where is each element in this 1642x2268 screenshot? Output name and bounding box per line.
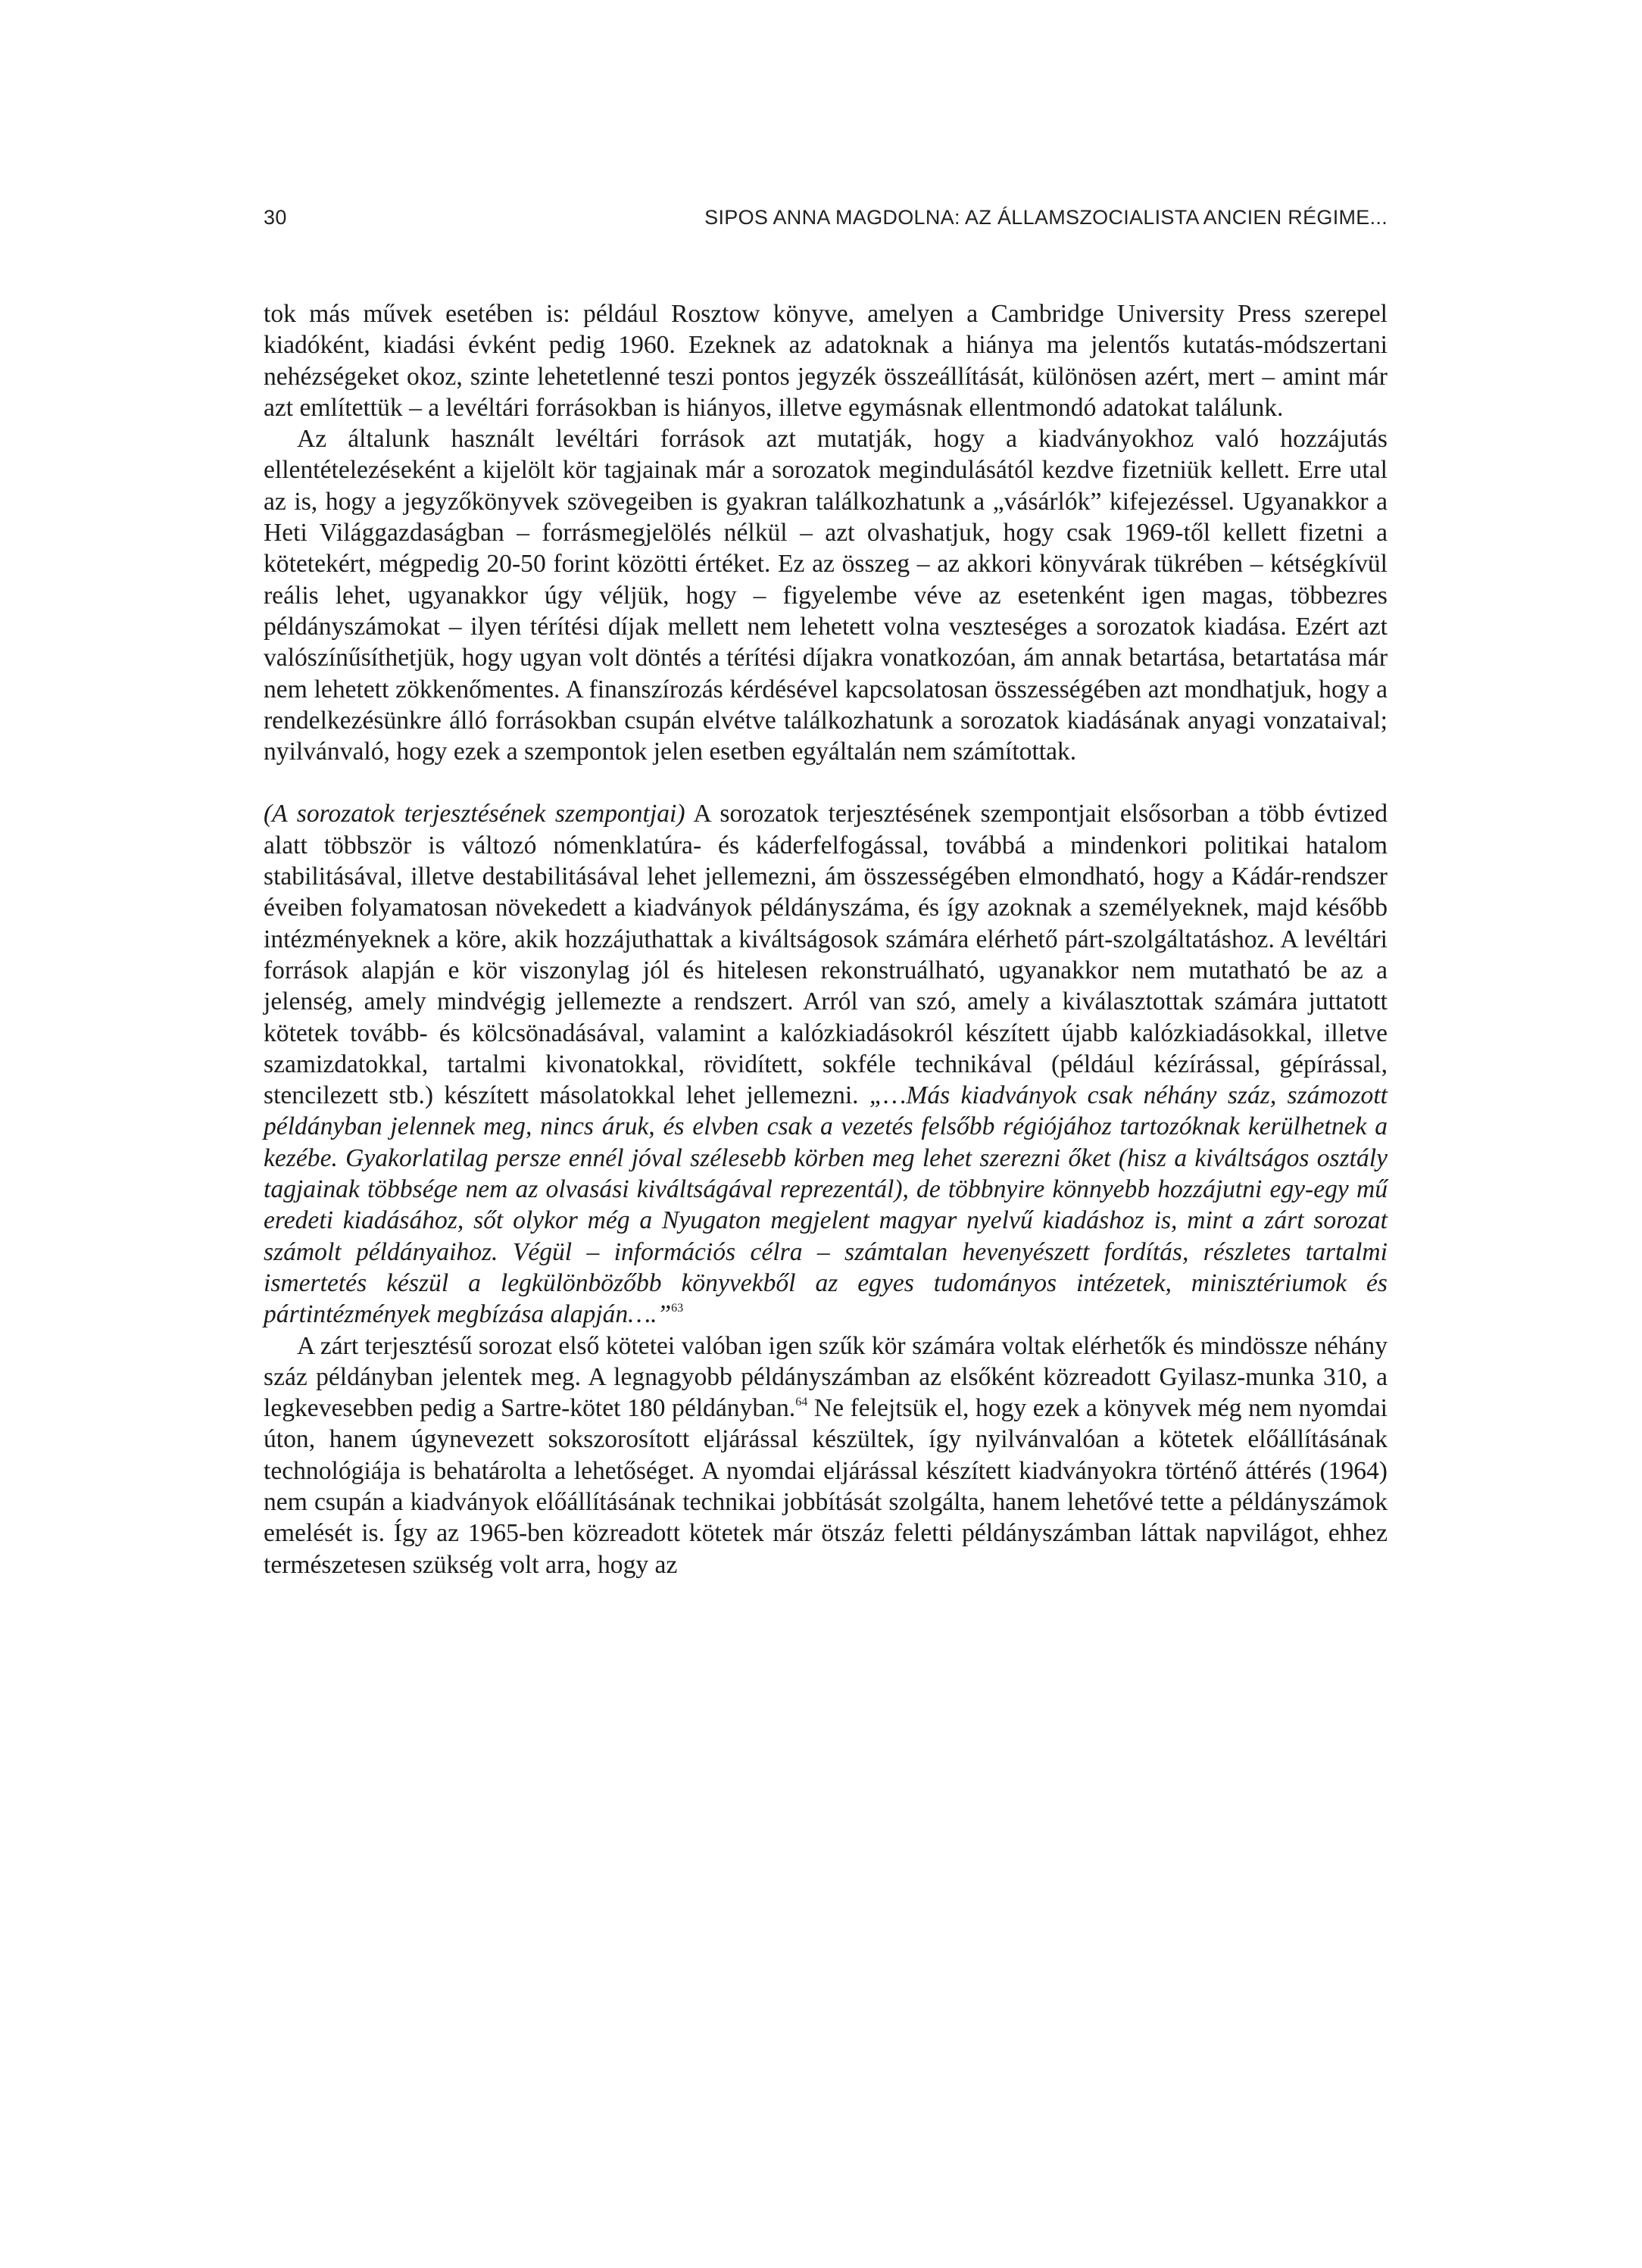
paragraph-continuation	[264, 298, 1388, 423]
running-title: SIPOS ANNA MAGDOLNA: AZ ÁLLAMSZOCIALISTA ANCIEN RÉGIME...	[704, 206, 1388, 229]
paragraph-text: Ne felejtsük el, hogy ezek a könyvek még nem nyomdai úton, hanem úgynevezett sokszorosított eljárással készültek, így nyilvánvalóan a kötetek előállításának technológiája is behatárolta a lehetőséget. A nyomdai eljárással készített kiadványokra történő áttérés (1964) nem csupán a kiadványok előállításának technikai jobbítását szolgálta, hanem lehetővé tette a példányszámok emelését is. Így az 1965-ben közreadott kötetek már ötszáz feletti példányszámban láttak napvilágot, ehhez természetesen szükség volt arra, hogy az	[264, 1394, 1388, 1579]
paragraph-text: A sorozatok terjesztésének szempontjait elsősorban a több évtized alatt többször is változó nómenklatúra- és káderfelfogással, továbbá a mindenkori politikai hatalom stabilitásával, illetve destabilitásával lehet jellemezni, ám összességében elmondható, hogy a Kádár-rendszer éveiben folyamatosan növekedett a kiadványok példányszáma, és így azoknak a személyeknek, majd később intézményeknek a köre, akik hozzájuthattak a kiváltságosok számára elérhető párt-szolgáltatáshoz. A levéltári források alapján e kör viszonylag jól és hitelesen rekonstruálható, ugyanakkor nem mutatható be az a jelenség, amely mindvégig jellemezte a rendszert. Arról van szó, amely a kiválasztottak számára juttatott kötetek tovább- és kölcsönadásával, valamint a kalózkiadásokról készített újabb kalózkiadásokkal, illetve szamizdatokkal, tartalmi kivonatokkal, rövidített, sokféle technikával (például kézírással, gépírással, stencilezett stb.) készített másolatokkal lehet jellemezni.	[264, 800, 1388, 1110]
block-quotation: „…Más kiadványok csak néhány száz, számozott példányban jelennek meg, nincs áruk, és elvben csak a vezetés felsőbb régiójához tartozóknak kerülhetnek a kezébe. Gyakorlatilag persze ennél jóval szélesebb körben meg lehet szerezni őket (hisz a kiváltságos osztály tagjainak többsége nem az olvasási kiváltságával reprezentál), de többnyire könnyebb hozzájutni egy-egy mű eredeti kiadásához, sőt olykor még a Nyugaton megjelent magyar nyelvű kiadáshoz is, mint a zárt sorozat számolt példányaihoz. Végül – információs célra – számtalan hevenyészett fordítás, részletes tartalmi ismertetés készül a legkülönbözőbb könyvekből az egyes tudományos intézetek, minisztériumok és pártintézmények megbízása alapján….”	[264, 1081, 1388, 1329]
running-header	[264, 206, 1388, 236]
footnote-marker[interactable]: 63	[671, 1302, 684, 1315]
paragraph-print-runs	[264, 1331, 1388, 1580]
footnote-marker[interactable]: 64	[795, 1396, 808, 1409]
main-text	[264, 298, 1388, 1580]
paragraph-financing	[264, 423, 1388, 767]
section-run-in-heading: (A sorozatok terjesztésének szempontjai)	[264, 800, 685, 828]
page-number: 30	[264, 206, 287, 229]
paragraph-text: A zárt terjesztésű sorozat első kötetei valóban igen szűk kör számára voltak elérhetők és mindössze néhány száz példányban jelentek meg. A legnagyobb példányszámban az elsőként közreadott Gyilasz-munka 310, a legkevesebben pedig a Sartre-kötet 180 példányban.	[264, 1331, 1388, 1423]
paragraph-text: Az általunk használt levéltári források azt mutatják, hogy a kiadványokhoz való hozzájutás ellentételezéseként a kijelölt kör tagjainak már a sorozatok megindulásától kezdve fizetniük kellett. Erre utal az is, hogy a jegyzőkönyvek szövegeiben is gyakran találkozhatunk a „vásárlók” kifejezéssel. Ugyanakkor a Heti Világgazdaságban – forrásmegjelölés nélkül – azt olvashatjuk, hogy csak 1969-től kellett fizetni a kötetekért, mégpedig 20-50 forint közötti értéket. Ez az összeg – az akkori könyvárak tükrében – kétségkívül reális lehet, ugyanakkor úgy véljük, hogy – figyelembe véve az esetenként igen magas, többezres példányszámokat – ilyen térítési díjak mellett nem lehetett volna veszteséges a sorozatok kiadása. Ezért azt valószínűsíthetjük, hogy ugyan volt döntés a térítési díjakra vonatkozóan, ám annak betartása, betartatása már nem lehetett zökkenőmentes. A finanszírozás kérdésével kapcsolatosan összességében azt mondhatjuk, hogy a rendelkezésünkre álló forrásokban csupán elvétve találkozhatunk a sorozatok kiadásának anyagi vonzataival; nyilvánvaló, hogy ezek a szempontok jelen esetben egyáltalán nem számítottak.	[264, 425, 1388, 766]
paragraph-text: tok más művek esetében is: például Rosztow könyve, amelyen a Cambridge University Press szerepel kiadóként, kiadási évként pedig 1960. Ezeknek az adatoknak a hiánya ma jelentős kutatás-módszertani nehézségeket okoz, szinte lehetetlenné teszi pontos jegyzék összeállítását, különösen azért, mert – amint már azt említettük – a levéltári forrásokban is hiányos, illetve egymásnak ellentmondó adatokat találunk.	[264, 300, 1388, 422]
paragraph-distribution	[264, 798, 1388, 1330]
